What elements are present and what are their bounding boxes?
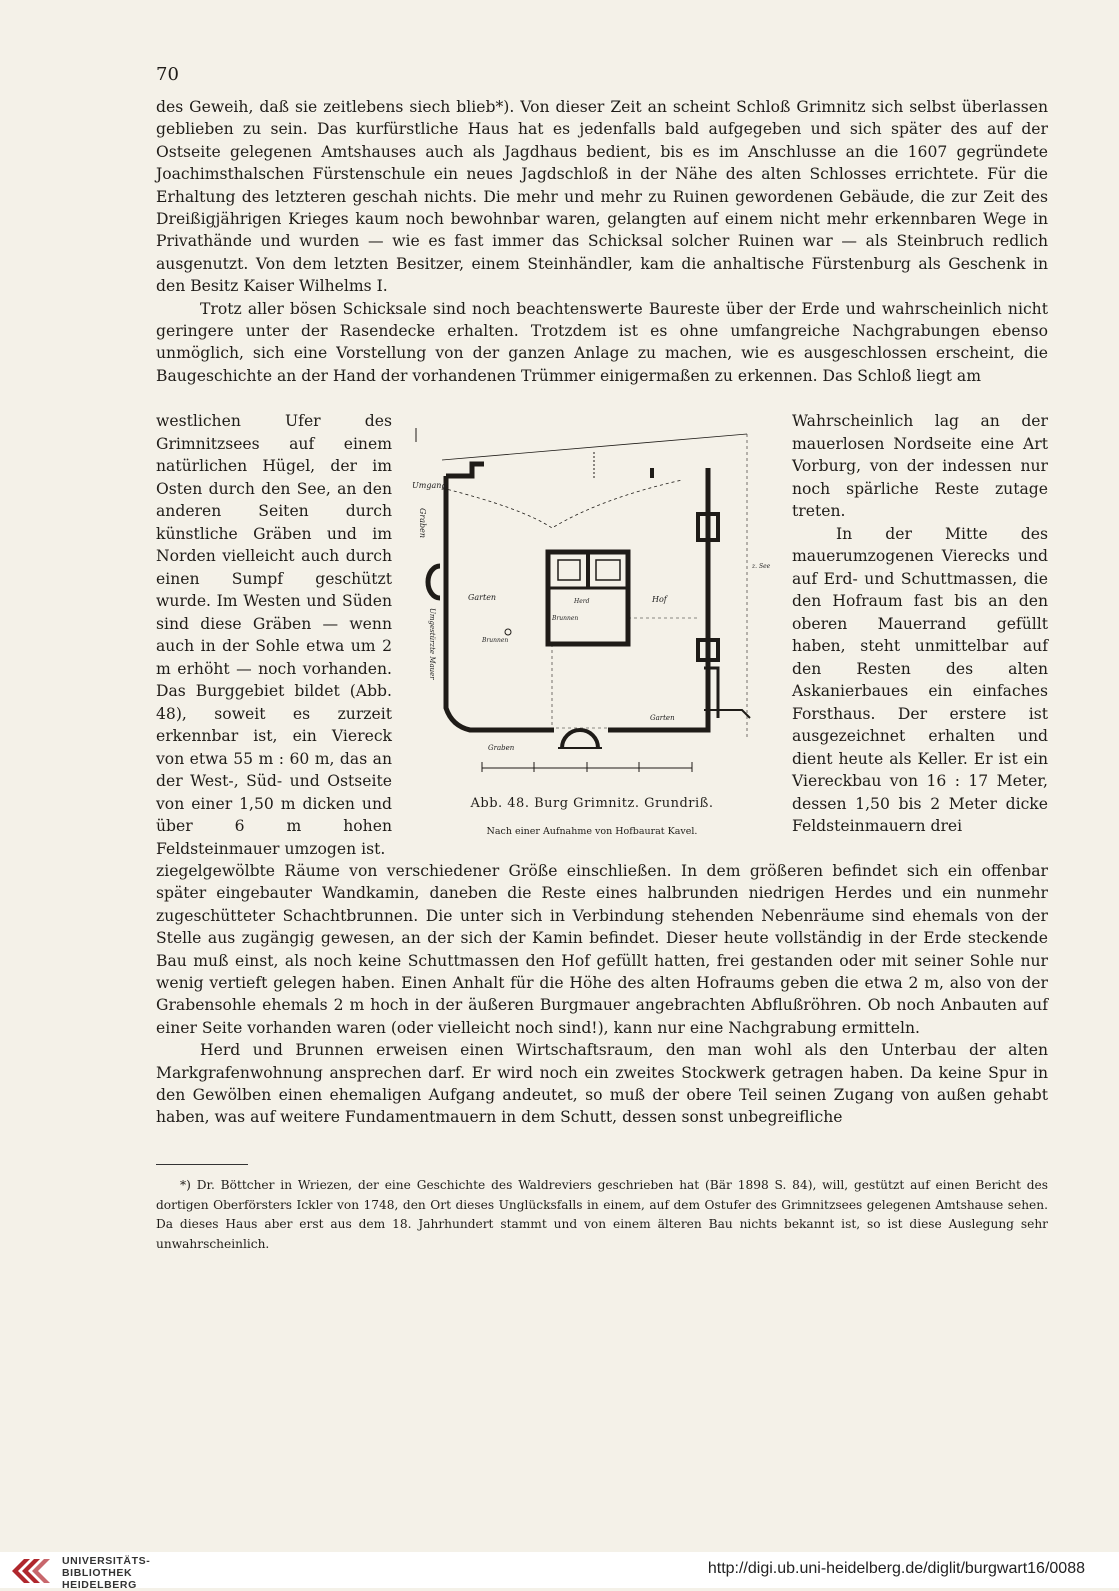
floor-plan-figure <box>402 428 782 772</box>
library-line: BIBLIOTHEK <box>62 1567 133 1579</box>
university-library-logo <box>12 1559 52 1583</box>
library-name <box>62 1555 150 1591</box>
paragraph: des Geweih, daß sie zeitlebens siech blieb*). Von dieser Zeit an scheint Schloß Grimnitz sich selbst überlassen geblieben zu sein. Das kurfürstliche Haus hat es jedenfalls bald aufgegeben und sich später des auf der Ostseite gelegenen Amtshauses auch als Jagdhaus bedient, bis es im Anschlusse an die 1607 gegründete Joachimsthalschen Fürstenschule ein neues Jagdschloß in der Nähe des alten Schlosses errichtete. Für die Erhaltung des letzteren geschah nichts. Die mehr und mehr zu Ruinen gewordenen Gebäude, die zur Zeit des Dreißigjährigen Krieges kaum noch bewohnbar waren, gelangten auf einem nicht mehr erkennbaren Wege in Privathände und wurden — wie es fast immer das Schicksal solcher Ruinen war — als Steinbruch redlich ausgenutzt. Von dem letzten Besitzer, einem Steinhändler, kam die anhaltische Fürstenburg als Geschenk in den Besitz Kaiser Wilhelms I. <box>156 98 1048 296</box>
footnote-rule <box>156 1164 248 1165</box>
body-text-bottom <box>156 860 1048 1129</box>
permalink-url[interactable]: http://digi.ub.uni-heidelberg.de/diglit/burgwart16/0088 <box>707 1560 1085 1577</box>
label-umgang: Umgang <box>412 481 447 490</box>
label-see: z. See <box>752 563 771 570</box>
label-umgestuerzte-mauer: Umgestürzte Mauer <box>428 608 436 680</box>
left-column-text <box>156 410 392 860</box>
label-brunnen: Brunnen <box>482 637 509 644</box>
body-text-top <box>156 96 1048 387</box>
paragraph: In der Mitte des mauerumzogenen Vierecks und auf Erd- und Schuttmassen, die den Hofraum fast bis an den oberen Mauerrand gefüllt haben, steht unmittelbar auf den Resten des alten Askanierbaues ein einfaches Forsthaus. Der erstere ist ausgezeichnet erhalten und dient heute als Keller. Er ist ein Viereckbau von 16 : 17 Meter, dessen 1,50 bis 2 Meter dicke Feldsteinmauern drei <box>792 524 1048 835</box>
library-line: UNIVERSITÄTS- <box>62 1555 151 1567</box>
paragraph: westlichen Ufer des Grimnitzsees auf einem natürlichen Hügel, der im Osten durch den See, an den anderen Seiten durch künstliche Gräben und im Norden vielleicht auch durch einen Sumpf geschützt wurde. Im Westen und Süden sind diese Gräben — wenn auch in der Sohle etwa um 2 m erhöht — noch vorhanden. Das Burggebiet bildet (Abb. 48), soweit es zurzeit erkennbar ist, ein Viereck von etwa 55 m : 60 m, das an der West-, Süd- und Ostseite von einer 1,50 m dicken und über 6 m hohen Feldsteinmauer umzogen ist. <box>156 412 392 858</box>
label-garten-south: Garten <box>650 714 675 722</box>
page-number: 70 <box>156 64 179 85</box>
paragraph: Herd und Brunnen erweisen einen Wirtschaftsraum, den man wohl als den Unterbau der alten Markgrafenwohnung ansprechen darf. Er wird noch ein zweites Stockwerk getragen haben. Da keine Spur in den Gewölben einen ehemaligen Aufgang andeutet, so muß der obere Teil seinen Zugang von außen gehabt haben, was auf weitere Fundamentmauern in dem Schutt, dessen sonst unbegreifliche <box>156 1041 1048 1127</box>
label-graben-west: Graben <box>418 508 427 538</box>
footnote <box>156 1176 1048 1254</box>
figure-credit: Nach einer Aufnahme von Hofbaurat Kavel. <box>486 826 698 837</box>
label-brunnen-small: Brunnen <box>552 615 579 622</box>
paragraph: ziegelgewölbte Räume von verschiedener Größe einschließen. In dem größeren befindet sich ein offenbar später eingebauter Wandkamin, daneben die Reste eines halbrunden niedrigen Herdes und ein nunmehr zugeschütteter Schachtbrunnen. Die unter sich in Verbindung stehenden Nebenräume sind ehemals von der Stelle aus zugängig gewesen, an der sich der Kamin befindet. Dieser heute vollständig in der Erde steckende Bau muß einst, als noch keine Schuttmassen den Hof gefüllt hatten, frei gestanden oder mit seiner Sohle nur wenig vertieft gelegen haben. Einen Anhalt für die Höhe des alten Hofraums geben die etwa 2 m, also von der Grabensohle ehemals 2 m hoch in der äußeren Burgmauer angebrachten Abflußröhren. Ob noch Anbauten auf einer Seite vorhanden waren (oder vielleicht noch sind!), kann nur eine Nachgrabung ermitteln. <box>156 862 1048 1037</box>
label-herd: Herd <box>574 598 590 605</box>
label-garten: Garten <box>468 593 497 602</box>
figure-caption: Abb. 48. Burg Grimnitz. Grundriß. <box>470 796 714 811</box>
paragraph: Trotz aller bösen Schicksale sind noch beachtenswerte Baureste über der Erde und wahrscheinlich nicht geringere unter der Rasendecke erhalten. Trotzdem ist es ohne umfangreiche Nachgrabungen ebenso unmöglich, sich eine Vorstellung von der ganzen Anlage zu machen, wie es ausgeschlossen erscheint, die Baugeschichte an der Hand der vorhandenen Trümmer einigermaßen zu erkennen. Das Schloß liegt am <box>156 299 1048 385</box>
label-graben-south: Graben <box>488 744 515 752</box>
library-line: HEIDELBERG <box>62 1579 137 1591</box>
right-column-text <box>792 410 1048 838</box>
paragraph: Wahrscheinlich lag an der mauerlosen Nordseite eine Art Vorburg, von der indessen nur noch spärliche Reste zutage treten. <box>792 412 1048 520</box>
label-hof: Hof <box>652 595 667 604</box>
footnote-text: *) Dr. Böttcher in Wriezen, der eine Geschichte des Waldreviers geschrieben hat (Bär 1898 S. 84), will, gestützt auf einen Bericht des dortigen Oberförsters Ickler von 1748, den Ort dieses Unglücksfalls in einem, auf dem Ostufer des Grimnitzsees gelegenen Amtshause sehen. Da dieses Haus aber erst aus dem 18. Jahrhundert stammt und von einem älteren Bau nichts bekannt ist, so ist diese Auslegung sehr unwahrscheinlich. <box>156 1178 1048 1251</box>
